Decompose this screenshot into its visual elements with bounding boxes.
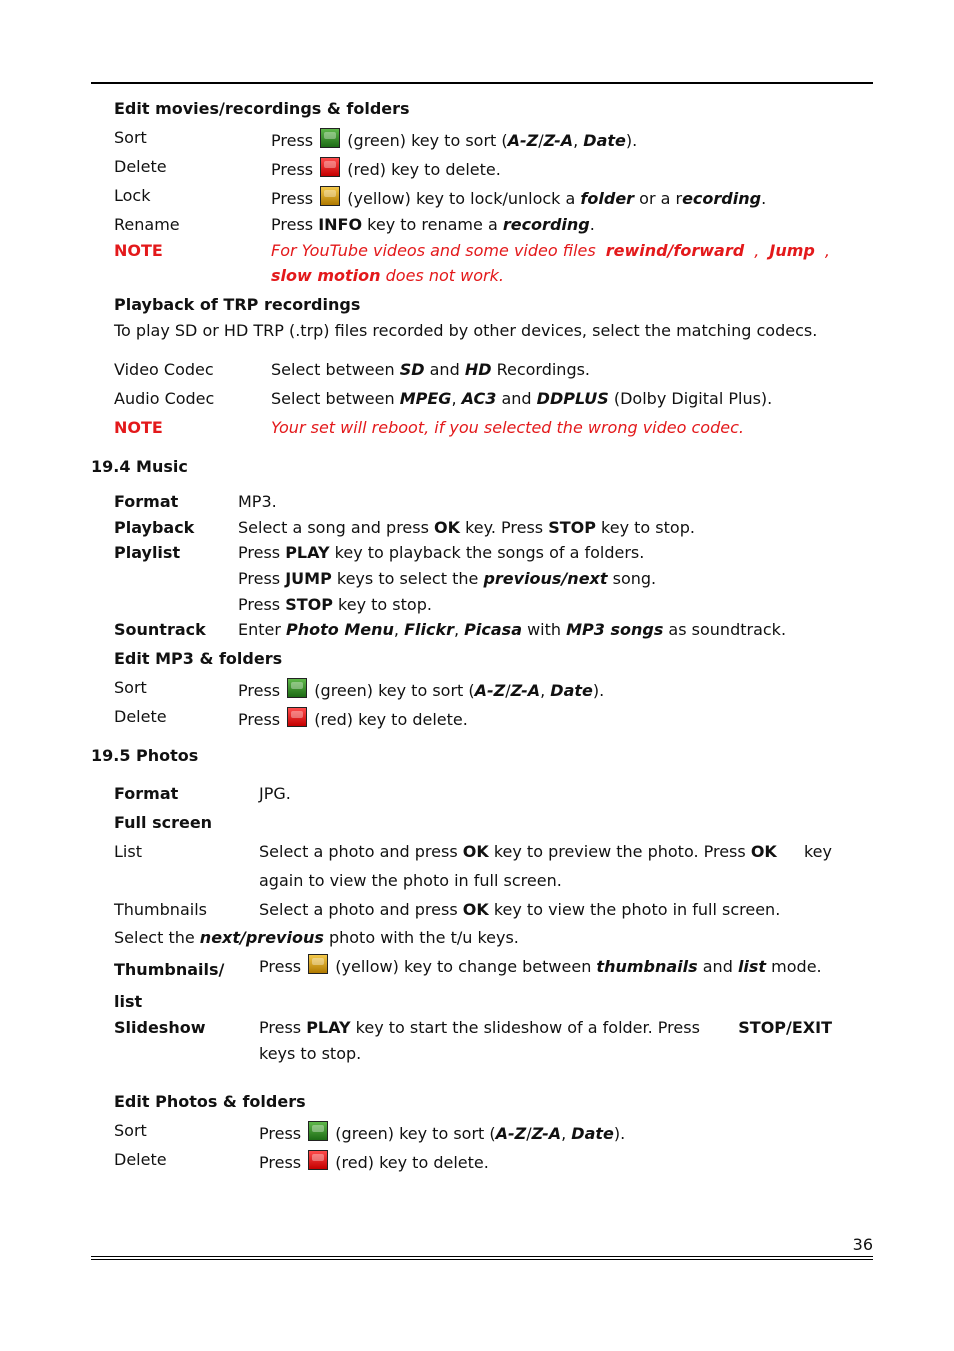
row-text-sort: Press (green) key to sort (A-Z/Z-A, Date).	[238, 678, 604, 701]
row-label-thumbnails: Thumbnails	[114, 900, 207, 919]
row-label-delete: Delete	[114, 707, 167, 726]
row-label-lock: Lock	[114, 186, 151, 205]
row-text-playlist-1: Press PLAY key to playback the songs of a folders.	[238, 543, 645, 562]
row-text-slideshow-1: Press PLAY key to start the slideshow of a folder. Press STOP/EXIT	[259, 1018, 832, 1037]
note-text-reboot: Your set will reboot, if you selected the wrong video codec.	[271, 418, 744, 437]
yellow-key-icon	[308, 954, 328, 974]
subheading-edit-photos: Edit Photos & folders	[114, 1092, 306, 1111]
row-text-sort: Press (green) key to sort (A-Z/Z-A, Date).	[259, 1121, 625, 1144]
row-label-rename: Rename	[114, 215, 180, 234]
row-text-lock: Press (yellow) key to lock/unlock a folder or a recording.	[271, 186, 766, 209]
row-label-soundtrack: Sountrack	[114, 620, 206, 639]
row-label-list: List	[114, 842, 142, 861]
row-label-video-codec: Video Codec	[114, 360, 214, 379]
row-text-format: MP3.	[238, 492, 277, 511]
yellow-key-icon	[320, 186, 340, 206]
note-text-youtube: For YouTube videos and some video files rewind/forward , Jump ,	[271, 241, 830, 260]
row-text-delete: Press (red) key to delete.	[271, 157, 501, 180]
header-rule	[91, 82, 873, 84]
note-label: NOTE	[114, 241, 163, 260]
row-label-sort: Sort	[114, 128, 147, 147]
section-heading-edit-movies: Edit movies/recordings & folders	[114, 99, 410, 118]
subheading-edit-mp3: Edit MP3 & folders	[114, 649, 283, 668]
row-label-full-screen: Full screen	[114, 813, 213, 832]
note-label: NOTE	[114, 418, 163, 437]
footer-rule	[91, 1256, 873, 1257]
green-key-icon	[320, 128, 340, 148]
row-label-delete: Delete	[114, 1150, 167, 1169]
row-label-thumbnails-list: Thumbnails/	[114, 960, 225, 979]
red-key-icon	[320, 157, 340, 177]
section-heading-photos: 19.5 Photos	[91, 746, 199, 765]
row-text-playlist-3: Press STOP key to stop.	[238, 595, 432, 614]
row-text-delete: Press (red) key to delete.	[259, 1150, 489, 1173]
row-label-sort: Sort	[114, 1121, 147, 1140]
row-label-audio-codec: Audio Codec	[114, 389, 215, 408]
section-heading-music: 19.4 Music	[91, 457, 188, 476]
page-number: 36	[852, 1235, 873, 1254]
green-key-icon	[308, 1121, 328, 1141]
row-text-soundtrack: Enter Photo Menu, Flickr, Picasa with MP3 songs as soundtrack.	[238, 620, 787, 639]
footer-rule-2	[91, 1259, 873, 1260]
row-label-delete: Delete	[114, 157, 167, 176]
row-text-thumbnails: Select a photo and press OK key to view the photo in full screen.	[259, 900, 781, 919]
row-label-playlist: Playlist	[114, 543, 181, 562]
row-text-thumbnails-list: Press (yellow) key to change between thumbnails and list mode.	[259, 954, 822, 977]
row-text-playback: Select a song and press OK key. Press STOP key to stop.	[238, 518, 695, 537]
row-text-list-1: Select a photo and press OK key to preview the photo. Press OK key	[259, 842, 832, 861]
green-key-icon	[287, 678, 307, 698]
row-text-slideshow-2: keys to stop.	[259, 1044, 362, 1063]
row-label-playback: Playback	[114, 518, 195, 537]
row-text-format: JPG.	[259, 784, 291, 803]
red-key-icon	[308, 1150, 328, 1170]
red-key-icon	[287, 707, 307, 727]
trp-intro: To play SD or HD TRP (.trp) files recorded by other devices, select the matching codecs.	[114, 321, 818, 340]
row-label-format: Format	[114, 784, 179, 803]
row-label-thumbnails-list-2: list	[114, 992, 143, 1011]
row-text-sort: Press (green) key to sort (A-Z/Z-A, Date).	[271, 128, 637, 151]
row-label-slideshow: Slideshow	[114, 1018, 206, 1037]
row-text-list-2: again to view the photo in full screen.	[259, 871, 562, 890]
row-text-playlist-2: Press JUMP keys to select the previous/next song.	[238, 569, 657, 588]
row-label-sort: Sort	[114, 678, 147, 697]
row-text-delete: Press (red) key to delete.	[238, 707, 468, 730]
row-text-rename: Press INFO key to rename a recording.	[271, 215, 595, 234]
section-heading-playback-trp: Playback of TRP recordings	[114, 295, 361, 314]
row-text-video-codec: Select between SD and HD Recordings.	[271, 360, 591, 379]
row-text-audio-codec: Select between MPEG, AC3 and DDPLUS (Dolby Digital Plus).	[271, 389, 773, 408]
select-next-previous-text: Select the next/previous photo with the t/u keys.	[114, 928, 519, 947]
note-text-youtube-line2: slow motion does not work.	[271, 266, 504, 285]
row-label-format: Format	[114, 492, 179, 511]
